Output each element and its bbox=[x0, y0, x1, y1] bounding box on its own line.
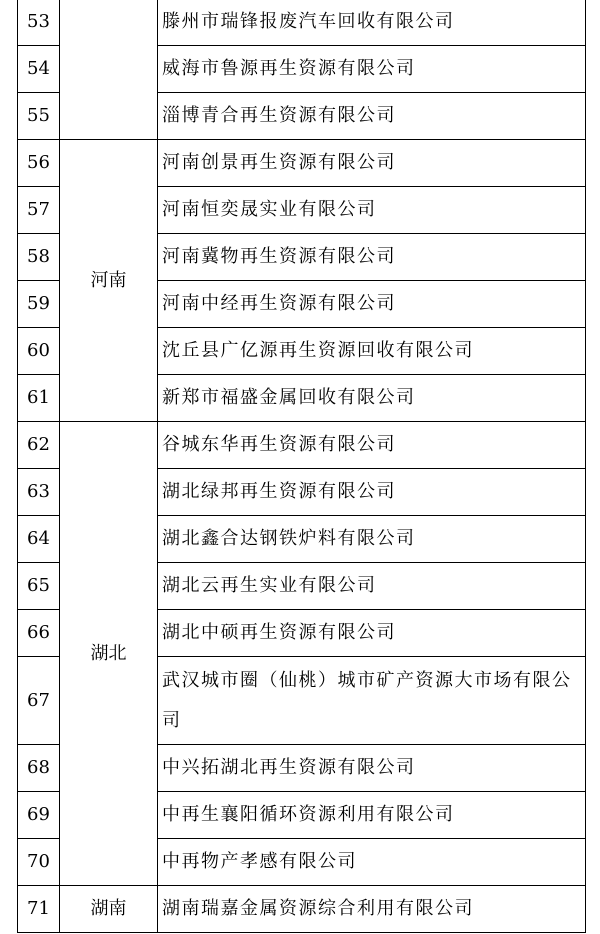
company-name: 湖北中硕再生资源有限公司 bbox=[158, 610, 586, 657]
company-name: 湖北云再生实业有限公司 bbox=[158, 563, 586, 610]
row-number: 53 bbox=[18, 0, 60, 46]
company-list-table bbox=[17, 0, 586, 933]
row-number: 63 bbox=[18, 469, 60, 516]
company-name: 谷城东华再生资源有限公司 bbox=[158, 422, 586, 469]
company-name: 武汉城市圈（仙桃）城市矿产资源大市场有限公司 bbox=[158, 657, 586, 745]
company-name: 湖北绿邦再生资源有限公司 bbox=[158, 469, 586, 516]
company-name: 淄博青合再生资源有限公司 bbox=[158, 93, 586, 140]
row-number: 65 bbox=[18, 563, 60, 610]
row-number: 67 bbox=[18, 657, 60, 745]
row-number: 66 bbox=[18, 610, 60, 657]
row-number: 57 bbox=[18, 187, 60, 234]
row-number: 59 bbox=[18, 281, 60, 328]
company-name: 河南冀物再生资源有限公司 bbox=[158, 234, 586, 281]
row-number: 71 bbox=[18, 886, 60, 933]
company-name: 中再生襄阳循环资源利用有限公司 bbox=[158, 792, 586, 839]
table-row bbox=[18, 422, 586, 469]
province-cell: 湖北 bbox=[60, 422, 158, 886]
row-number: 55 bbox=[18, 93, 60, 140]
table-row bbox=[18, 0, 586, 46]
row-number: 69 bbox=[18, 792, 60, 839]
company-name: 威海市鲁源再生资源有限公司 bbox=[158, 46, 586, 93]
row-number: 56 bbox=[18, 140, 60, 187]
company-name: 湖北鑫合达钢铁炉料有限公司 bbox=[158, 516, 586, 563]
company-name: 河南恒奕晟实业有限公司 bbox=[158, 187, 586, 234]
row-number: 54 bbox=[18, 46, 60, 93]
company-name: 中再物产孝感有限公司 bbox=[158, 839, 586, 886]
company-name: 河南中经再生资源有限公司 bbox=[158, 281, 586, 328]
table-row bbox=[18, 886, 586, 933]
company-name: 中兴拓湖北再生资源有限公司 bbox=[158, 745, 586, 792]
row-number: 70 bbox=[18, 839, 60, 886]
company-name: 新郑市福盛金属回收有限公司 bbox=[158, 375, 586, 422]
company-name: 湖南瑞嘉金属资源综合利用有限公司 bbox=[158, 886, 586, 933]
row-number: 58 bbox=[18, 234, 60, 281]
company-name: 沈丘县广亿源再生资源回收有限公司 bbox=[158, 328, 586, 375]
table-row bbox=[18, 140, 586, 187]
row-number: 62 bbox=[18, 422, 60, 469]
row-number: 68 bbox=[18, 745, 60, 792]
province-cell: 湖南 bbox=[60, 886, 158, 933]
province-cell: 河南 bbox=[60, 140, 158, 422]
row-number: 64 bbox=[18, 516, 60, 563]
province-cell bbox=[60, 0, 158, 140]
row-number: 61 bbox=[18, 375, 60, 422]
company-name: 滕州市瑞锋报废汽车回收有限公司 bbox=[158, 0, 586, 46]
row-number: 60 bbox=[18, 328, 60, 375]
company-name: 河南创景再生资源有限公司 bbox=[158, 140, 586, 187]
